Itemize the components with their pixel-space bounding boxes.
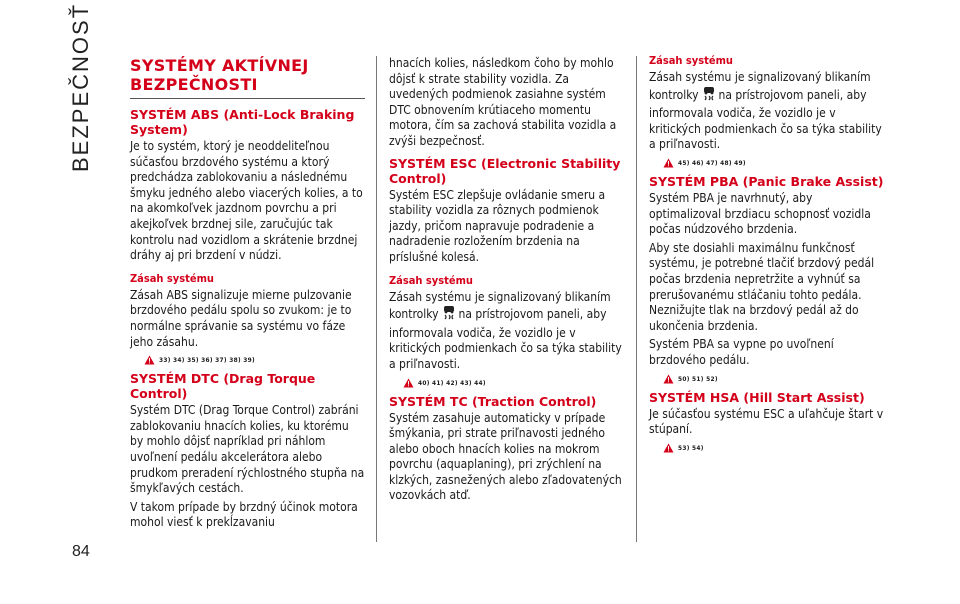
abs-intervention-heading: Zásah systému <box>130 271 214 285</box>
dtc-paragraph-1: Systém DTC (Drag Torque Control) zabráni zablokovaniu hnacích kolies, ku ktorému by mohlo dôjsť napríklad pri náhlom uvoľnení pedálu akcelerátora alebo prudkom preradení rýchlostného stupňa na šmykľavých cestách. <box>130 403 365 496</box>
column-1 <box>130 56 365 534</box>
column-3 <box>649 56 884 458</box>
column-divider <box>376 56 377 542</box>
esc-heading: SYSTÉM ESC (Electronic Stability Control) <box>389 155 621 186</box>
hsa-heading: SYSTÉM HSA (Hill Start Assist) <box>649 389 865 405</box>
tc-intervention-text-b: na prístrojovom paneli, aby informovala vodiča, že vozidlo je v kritických podmienkach čo sa týka stability a priľnavosti. <box>649 87 882 152</box>
warning-triangle-icon <box>663 443 674 453</box>
reference-numbers: 45) 46) 47) 48) 49) <box>678 158 746 167</box>
abs-warning-refs <box>144 355 365 365</box>
reference-numbers: 53) 54) <box>678 443 704 452</box>
reference-numbers: 33) 34) 35) 36) 37) 38) 39) <box>159 356 255 365</box>
main-title: SYSTÉMY AKTÍVNEJ BEZPEČNOSTI <box>130 56 365 99</box>
abs-heading: SYSTÉM ABS (Anti-Lock Braking System) <box>130 107 355 137</box>
hsa-warning-refs <box>663 443 884 453</box>
pba-heading: SYSTÉM PBA (Panic Brake Assist) <box>649 173 884 189</box>
reference-numbers: 40) 41) 42) 43) 44) <box>418 378 486 387</box>
dtc-heading: SYSTÉM DTC (Drag Torque Control) <box>130 371 316 402</box>
column-divider <box>636 56 637 542</box>
esc-intervention-text-a: Zásah systému je signalizovaný blikaním kontrolky <box>389 289 611 322</box>
esc-warning-refs <box>403 378 624 388</box>
tc-intervention-heading: Zásah systému <box>649 54 733 67</box>
tc-intervention-text-a: Zásah systému je signalizovaný blikaním kontrolky <box>649 70 871 102</box>
esc-intervention-text-b: na prístrojovom paneli, aby informovala vodiča, že vozidlo je v kritických podmienkach čo sa týka stability a priľnavosti. <box>389 307 622 371</box>
reference-numbers: 50) 51) 52) <box>678 374 718 383</box>
warning-triangle-icon <box>663 158 674 168</box>
hsa-paragraph: Je súčasťou systému ESC a uľahčuje štart v stúpaní. <box>649 406 884 437</box>
esc-intervention-heading: Zásah systému <box>389 273 473 287</box>
esc-intervention-paragraph <box>389 290 624 373</box>
dtc-paragraph-2: V takom prípade by brzdný účinok motora mohol viesť k prekĺzavaniu <box>130 499 358 530</box>
tc-paragraph: Systém zasahuje automaticky v prípade šmýkania, pri strate priľnavosti jedného alebo oboch hnacích kolies na mokrom povrchu (aquaplaning), pri zrýchlení na klzkých, zasnežených alebo zľadovatených vozovkách atď. <box>389 410 622 503</box>
warning-triangle-icon <box>663 374 674 384</box>
tc-warning-refs <box>663 158 884 168</box>
pba-warning-refs <box>663 374 884 384</box>
column-2 <box>389 56 624 507</box>
pba-paragraph-3: Systém PBA sa vypne po uvoľnení brzdového pedálu. <box>649 337 834 367</box>
warning-triangle-icon <box>144 355 155 365</box>
esc-paragraph: Systém ESC zlepšuje ovládanie smeru a stability vozidla za rôznych podmienok jazdy, pričom napravuje podradenie a nadradenie rozložením brzdenia na príslušné kolesá. <box>389 187 606 264</box>
esc-skid-car-icon <box>442 305 456 326</box>
section-title-vertical: BEZPEČNOSŤ <box>68 2 93 172</box>
tc-intervention-paragraph <box>649 70 884 153</box>
abs-paragraph: Je to systém, ktorý je neoddeliteľnou súčasťou brzdového systému a ktorý predchádza zablokovaniu a následnému šmyku jedného alebo viacerých kolies, a to na akomkoľvek jazdnom povrchu a pri akejkoľvek brzdnej sile, zaručujúc tak kontrolu nad vozidlom a skrátenie brzdnej dráhy aj pri brzdení v núdzi. <box>130 139 363 263</box>
dtc-paragraph-continued: hnacích kolies, následkom čoho by mohlo dôjsť k strate stability vozidla. Za uvedených podmienok zasiahne systém DTC obnovením krútiaceho momentu motora, čím sa zachová stabilita vozidla a zvýši bezpečnosť. <box>389 56 617 148</box>
abs-intervention-paragraph: Zásah ABS signalizuje mierne pulzovanie brzdového pedálu spolu so zvukom: je to normálne správanie sa systému vo fáze jeho zásahu. <box>130 287 352 349</box>
page-number: 84 <box>72 543 90 560</box>
esc-skid-car-icon <box>702 86 716 107</box>
tc-heading: SYSTÉM TC (Traction Control) <box>389 393 597 409</box>
pba-paragraph-2: Aby ste dosiahli maximálnu funkčnosť systému, je potrebné tlačiť brzdový pedál počas brzdenia nepretržite a vyhnúť sa prerušovanému stláčaniu tohto pedála. Neznižujte tlak na brzdový pedál až do ukončenia brzdenia. <box>649 240 875 333</box>
pba-paragraph-1: Systém PBA je navrhnutý, aby optimalizoval brzdiacu schopnosť vozidla počas núdzového brzdenia. <box>649 190 871 237</box>
warning-triangle-icon <box>403 378 414 388</box>
